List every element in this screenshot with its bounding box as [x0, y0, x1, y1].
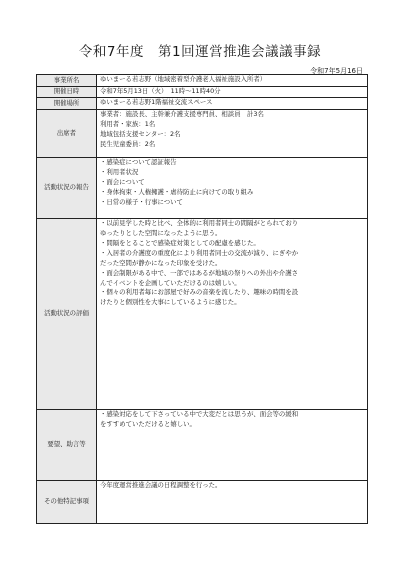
evaluation-line: ・間隔をとることで感染症対策としての配慮を感じた。: [100, 238, 260, 247]
other-value: 今年度運営推進会議の日程調整を行った。: [97, 481, 368, 524]
evaluation-label: 活動状況の評価: [37, 219, 97, 410]
row-datetime: [37, 87, 368, 98]
activity-line: ・日常の様子・行事について: [100, 197, 183, 206]
evaluation-line: だった空間が静かになった印象を受けた。: [100, 258, 222, 267]
requests-text: [97, 410, 368, 481]
row-activity-report: [37, 158, 368, 219]
attendees-line: 事業者：施設長、主幹兼介護支援専門員、相談員 計3名: [100, 110, 264, 118]
activity-label: 活動状況の報告: [37, 158, 97, 219]
evaluation-line: ・以前見学した時と比べ、全体的に利用者同士の間隔がとられており: [100, 219, 299, 227]
minutes-table: [36, 74, 368, 524]
activity-line: ・感染症について認証報告: [100, 158, 177, 166]
datetime-value: 令和7年5月13日（火） 11時〜11時40分: [97, 87, 368, 98]
activity-line: ・利用者状況: [100, 167, 139, 176]
activity-line: ・面会について: [100, 177, 145, 186]
venue-label: 開催場所: [37, 98, 97, 110]
document-title: 令和7年度 第1回運営推進会議議事録: [78, 44, 322, 60]
activity-line: ・身体拘束・人権擁護・虐待防止に向けての取り組み: [100, 187, 254, 196]
requests-line: ・感染対応をして下さっている中で大変だとは思うが、面会等の緩和: [100, 410, 299, 418]
evaluation-line: ・入居者の介護度の重度化により利用者同士の交流が減り、にぎやか: [100, 248, 299, 257]
requests-label: 要望、助言等: [37, 410, 97, 481]
activity-list: [97, 158, 368, 219]
row-attendees: [37, 110, 368, 158]
facility-value: ゆいまーる若志野（地域密着型介護老人福祉施設入所者）: [97, 75, 368, 87]
attendees-list: [97, 110, 368, 158]
evaluation-line: ・個々の利用者毎にお部屋で好みの音楽を流したり、趣味の時間を設: [100, 288, 299, 297]
requests-line: をすすめていただけると嬉しい。: [100, 419, 196, 428]
evaluation-line: ゆったりとした空間になったように思う。: [100, 228, 222, 237]
row-requests: [37, 410, 368, 481]
row-other-notes: [37, 481, 368, 524]
venue-value: ゆいまーる若志野1階福祉交流スペース: [97, 98, 368, 110]
row-activity-evaluation: [37, 219, 368, 410]
row-venue: [37, 98, 368, 110]
facility-label: 事業所名: [37, 75, 97, 87]
document-date: 令和7年5月16日: [310, 67, 363, 75]
attendees-line: 地域包括支援センター：2名: [100, 129, 181, 138]
evaluation-line: ・面会制限がある中で、一部ではあるが地域の祭りへの外出や介護さ: [100, 268, 298, 277]
evaluation-line: けたりと個別性を大事にしているように感じた。: [100, 298, 241, 307]
row-facility: [37, 75, 368, 87]
attendees-line: 利用者・家族：1名: [100, 119, 156, 128]
attendees-line: 民生児童委員：2名: [100, 139, 156, 148]
datetime-label: 開催日時: [37, 87, 97, 98]
attendees-label: 出席者: [37, 110, 97, 158]
evaluation-line: んでイベントを企画していただけるのは嬉しい。: [100, 278, 241, 287]
other-label: その他特記事項: [37, 481, 97, 524]
evaluation-text: [97, 219, 368, 410]
